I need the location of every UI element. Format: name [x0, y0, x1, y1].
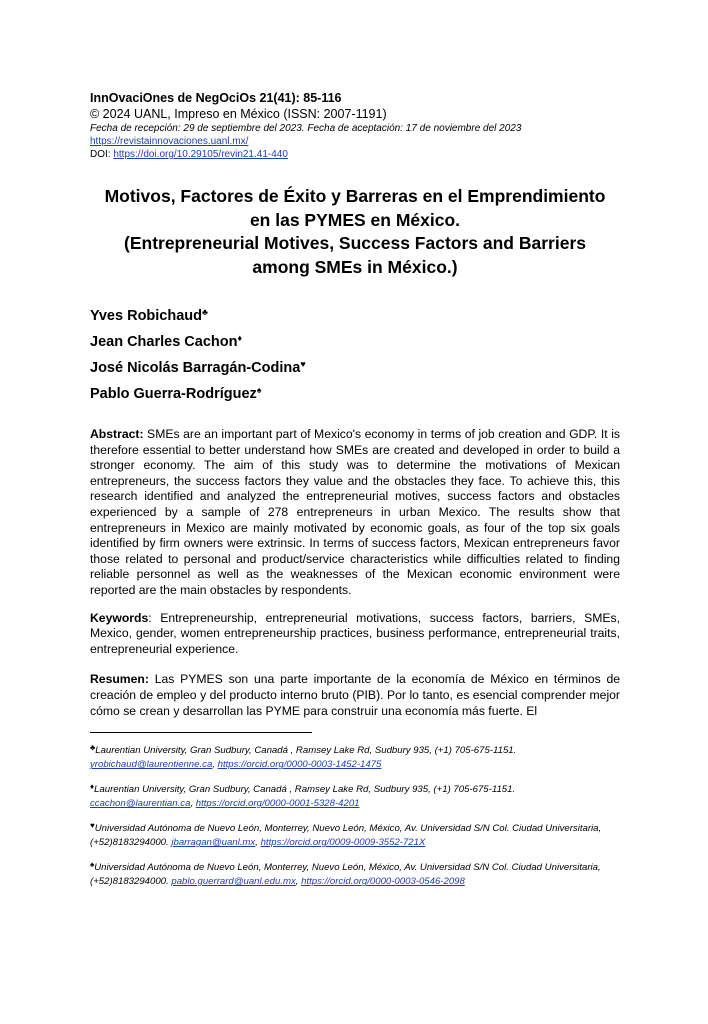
website-line — [90, 135, 620, 148]
author-list — [90, 301, 620, 405]
footnote-affiliation: Universidad Autónoma de Nuevo León, Monterrey, Nuevo León, México, Av. Universidad S/N Col. Ciudad Universitaria, (+52)8183294000. — [90, 823, 602, 849]
reception-dates: Fecha de recepción: 29 de septiembre del 2023. Fecha de aceptación: 17 de noviembre del 2023 — [90, 123, 522, 134]
title-line: (Entrepreneurial Motives, Success Factors and Barriers — [124, 233, 586, 253]
page — [90, 90, 620, 889]
resumen-text: Las PYMES son una parte importante de la economía de México en términos de creación de empleo y del producto interno bruto (PIB). Por lo tanto, es esencial comprender mejor cómo se crean y desarrollan las PYME para construir una economía más fuerte. El — [90, 672, 620, 718]
resumen-label: Resumen: — [90, 672, 149, 687]
footnote-affiliation: Universidad Autónoma de Nuevo León, Monterrey, Nuevo León, México, Av. Universidad S/N Col. Ciudad Universitaria, (+52)8183294000. — [90, 862, 601, 888]
doi-label: DOI: — [90, 149, 114, 160]
title-line: Motivos, Factores de Éxito y Barreras en el Emprendimiento — [104, 186, 606, 206]
footnote-separator: , — [255, 837, 261, 849]
copyright-line: © 2024 UANL, Impreso en México (ISSN: 2007-1191) — [90, 107, 387, 121]
title-line: among SMEs in México.) — [252, 256, 458, 277]
journal-citation: InnOvaciOnes de NegOciOs 21(41): 85-116 — [90, 91, 342, 105]
footnote-separator: , — [190, 798, 196, 810]
footnote-mark: ♥ — [90, 821, 95, 831]
footnote-orcid-link[interactable]: https://orcid.org/0000-0003-0546-2098 — [301, 876, 465, 888]
footnote-email-link[interactable]: yrobichaud@laurentienne.ca — [90, 759, 213, 771]
article-title — [90, 185, 620, 279]
footnote-email-link[interactable]: ccachon@laurentian.ca — [90, 798, 191, 810]
footnote-separator: , — [295, 876, 302, 888]
author — [90, 379, 620, 405]
footnote-affiliation: Laurentian University, Gran Sudbury, Canadá , Ramsey Lake Rd, Sudbury 935, (+1) 705-675-1151. — [95, 745, 517, 757]
keywords — [90, 611, 620, 658]
author-name: Pablo Guerra-Rodríguez — [90, 386, 257, 402]
title-line: en las PYMES en México. — [249, 209, 461, 230]
keywords-text: : Entrepreneurship, entrepreneurial motivations, success factors, barriers, SMEs, Mexico, gender, women entrepreneurship practices, business performance, entrepreneurial traits, entrepreneurial experience. — [90, 610, 620, 656]
footnote-mark: ♠ — [90, 860, 95, 870]
footnote-email-link[interactable]: pablo.guerrard@uanl.edu.mx — [171, 876, 296, 888]
journal-header — [90, 90, 620, 161]
author-name: José Nicolás Barragán-Codina — [90, 360, 301, 376]
footnote-orcid-link[interactable]: https://orcid.org/0000-0003-1452-1475 — [217, 759, 382, 771]
author-mark: ♠ — [256, 385, 262, 395]
abstract-label: Abstract: — [90, 427, 144, 441]
footnote-affiliation: Laurentian University, Gran Sudbury, Canadá , Ramsey Lake Rd, Sudbury 935, (+1) 705-675-1151. — [94, 784, 516, 796]
author — [90, 327, 620, 353]
abstract-text: SMEs are an important part of Mexico's economy in terms of job creation and GDP. It is therefore essential to better understand how SMEs are created and developed in order to build a stronger economy. The aim of this study was to determine the motivations of Mexican entrepreneurs, the success factors they value and the obstacles they face. To achieve this, this research identified and analyzed the entrepreneurial motives, success factors and obstacles experienced by a sample of 278 entrepreneurs in urban Mexico. The results show that entrepreneurs in Mexico are mainly motivated by economic goals, as four of the top six goals identified by firm owners were extrinsic. In terms of success factors, Mexican entrepreneurs favor those related to personal and product/service characteristics while difficulties related to finding reliable personnel as well as the weaknesses of the Mexican economic environment were reported are the main obstacles by respondents. — [90, 427, 620, 597]
author-mark: ♥ — [300, 359, 306, 369]
keywords-label: Keywords — [90, 610, 149, 625]
footnote — [90, 780, 620, 811]
footnote — [90, 858, 620, 889]
footnote-orcid-link[interactable]: https://orcid.org/0000-0001-5328-4201 — [195, 798, 360, 810]
footnote-mark: ♣ — [90, 743, 96, 753]
author-mark: ♣ — [202, 307, 208, 317]
footnote-mark: ♦ — [90, 782, 95, 792]
author-name: Yves Robichaud — [90, 308, 203, 324]
doi-line — [90, 148, 620, 161]
footnote-email-link[interactable]: jbarragan@uanl.mx — [171, 837, 256, 849]
author — [90, 353, 620, 379]
abstract — [90, 427, 620, 599]
journal-website-link[interactable]: https://revistainnovaciones.uanl.mx/ — [90, 136, 249, 147]
footnote-divider — [90, 732, 312, 733]
doi-link[interactable]: https://doi.org/10.29105/revin21.41-440 — [113, 149, 288, 160]
footnote — [90, 819, 620, 850]
author-name: Jean Charles Cachon — [90, 334, 238, 350]
footnote-separator: , — [212, 759, 218, 771]
footnote-orcid-link[interactable]: https://orcid.org/0009-0009-3552-721X — [260, 837, 426, 849]
resumen — [90, 672, 620, 719]
footnote — [90, 741, 620, 772]
author — [90, 301, 620, 327]
author-mark: ♦ — [237, 333, 243, 343]
